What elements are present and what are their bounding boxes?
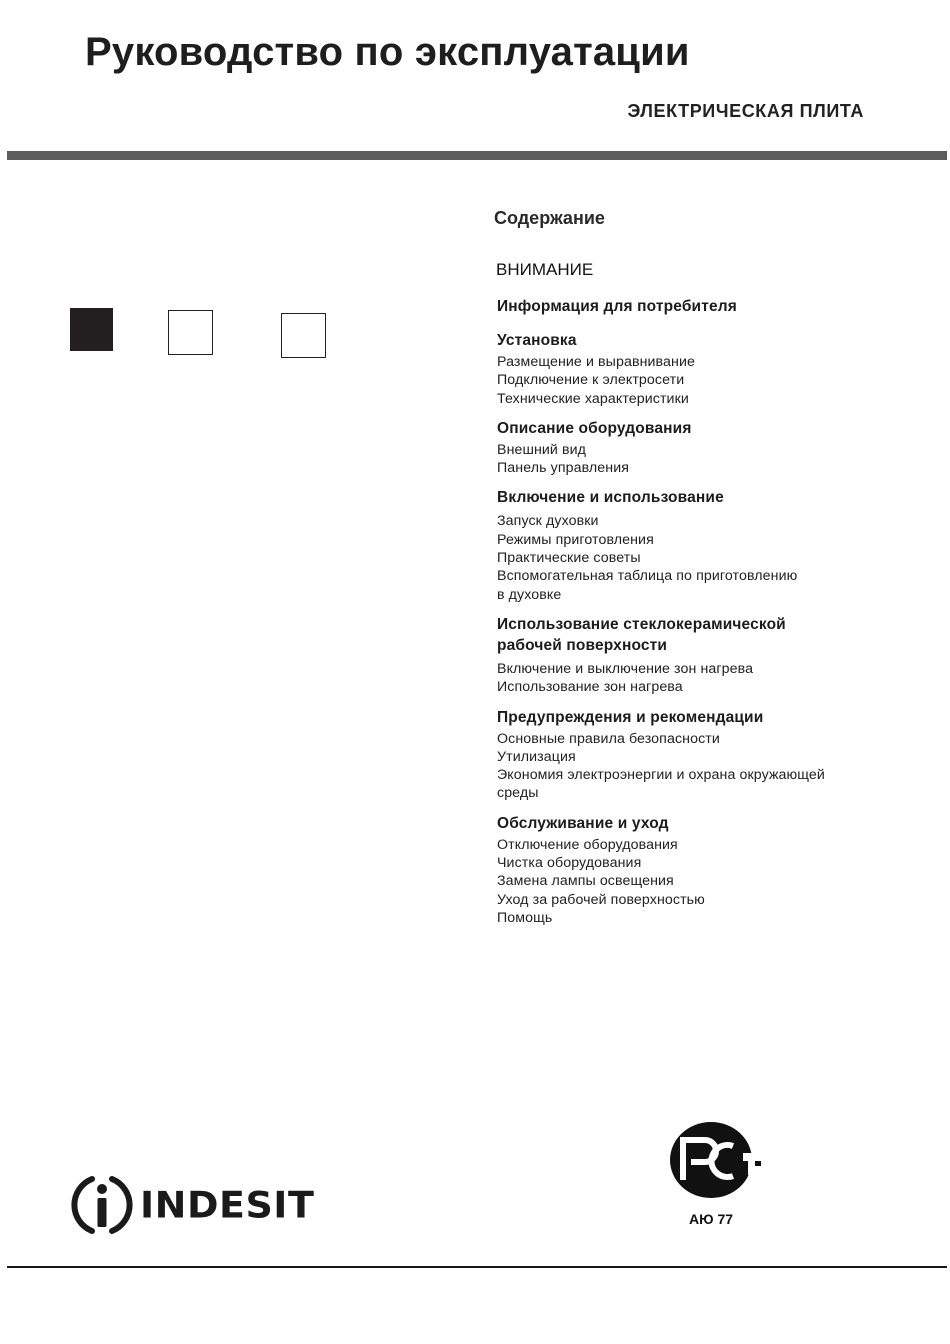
certification-code: АЮ 77 [689, 1211, 734, 1227]
toc-item-list [497, 660, 917, 697]
toc-section [497, 614, 917, 697]
toc-section [497, 418, 917, 478]
language-box [281, 313, 326, 358]
toc-item-list [497, 730, 917, 803]
toc-heading: Содержание [494, 208, 605, 228]
language-box [168, 310, 213, 355]
toc-item[interactable]: Практические советы [497, 550, 641, 567]
toc-section-title[interactable]: Информация для потребителя [497, 298, 737, 315]
toc-item-list [497, 441, 917, 478]
toc-item[interactable]: Подключение к электросети [497, 372, 685, 389]
toc-item[interactable]: Утилизация [497, 748, 576, 765]
toc-item[interactable]: Помощь [497, 909, 553, 926]
toc-section-title[interactable]: Использование стеклокерамической [497, 615, 786, 633]
footer-divider [7, 1266, 947, 1268]
toc-item[interactable]: Панель управления [497, 460, 630, 477]
indesit-i-circle-icon [70, 1173, 134, 1237]
toc-item[interactable]: Использование зон нагрева [497, 679, 683, 696]
toc-item[interactable]: Размещение и выравнивание [497, 354, 695, 370]
toc-item[interactable]: Чистка оборудования [497, 855, 642, 872]
toc-section-title-continued[interactable]: рабочей поверхности [497, 636, 668, 654]
toc-section [497, 330, 917, 408]
toc-section-title[interactable]: Установка [497, 332, 577, 349]
toc-item[interactable]: Основные правила безопасности [497, 730, 720, 747]
toc-item[interactable]: Отключение оборудования [497, 836, 678, 853]
indesit-logo [70, 1174, 314, 1236]
toc-section [497, 487, 917, 603]
language-box-selected [70, 308, 113, 351]
toc-item[interactable]: Экономия электроэнергии и охрана окружающей [497, 767, 825, 784]
toc-section [497, 813, 917, 927]
toc-item[interactable]: Замена лампы освещения [497, 873, 674, 890]
logo-wordmark: INDESIT [140, 1184, 315, 1226]
toc-item[interactable]: Вспомогательная таблица по приготовлению [497, 568, 798, 585]
toc-section [497, 707, 917, 803]
toc-item[interactable]: среды [497, 785, 539, 802]
toc-item[interactable]: Запуск духовки [497, 513, 599, 530]
toc-warning-link[interactable]: ВНИМАНИЕ [496, 260, 594, 279]
product-type-subtitle: ЭЛЕКТРИЧЕСКАЯ ПЛИТА [627, 101, 864, 121]
toc-item-list [497, 836, 917, 927]
toc-item[interactable]: в духовке [497, 586, 562, 603]
toc-section-title[interactable]: Предупреждения и рекомендации [497, 708, 764, 726]
toc-item[interactable]: Технические характеристики [497, 390, 689, 407]
toc-item[interactable]: Внешний вид [497, 441, 587, 458]
toc-item[interactable]: Режимы приготовления [497, 531, 654, 548]
toc-item[interactable]: Включение и выключение зон нагрева [497, 660, 754, 677]
toc-section-title[interactable]: Обслуживание и уход [497, 814, 669, 832]
toc-section [497, 296, 917, 317]
header-divider [7, 151, 947, 160]
toc-item-list [497, 512, 917, 603]
toc-item[interactable]: Уход за рабочей поверхностью [497, 891, 705, 908]
manual-title: Руководство по эксплуатации [85, 30, 690, 74]
pct-certification-mark-icon [665, 1120, 765, 1204]
toc-section-title[interactable]: Включение и использование [497, 489, 724, 507]
toc-item-list [497, 353, 917, 408]
toc-section-title[interactable]: Описание оборудования [497, 419, 692, 437]
table-of-contents [497, 296, 917, 927]
